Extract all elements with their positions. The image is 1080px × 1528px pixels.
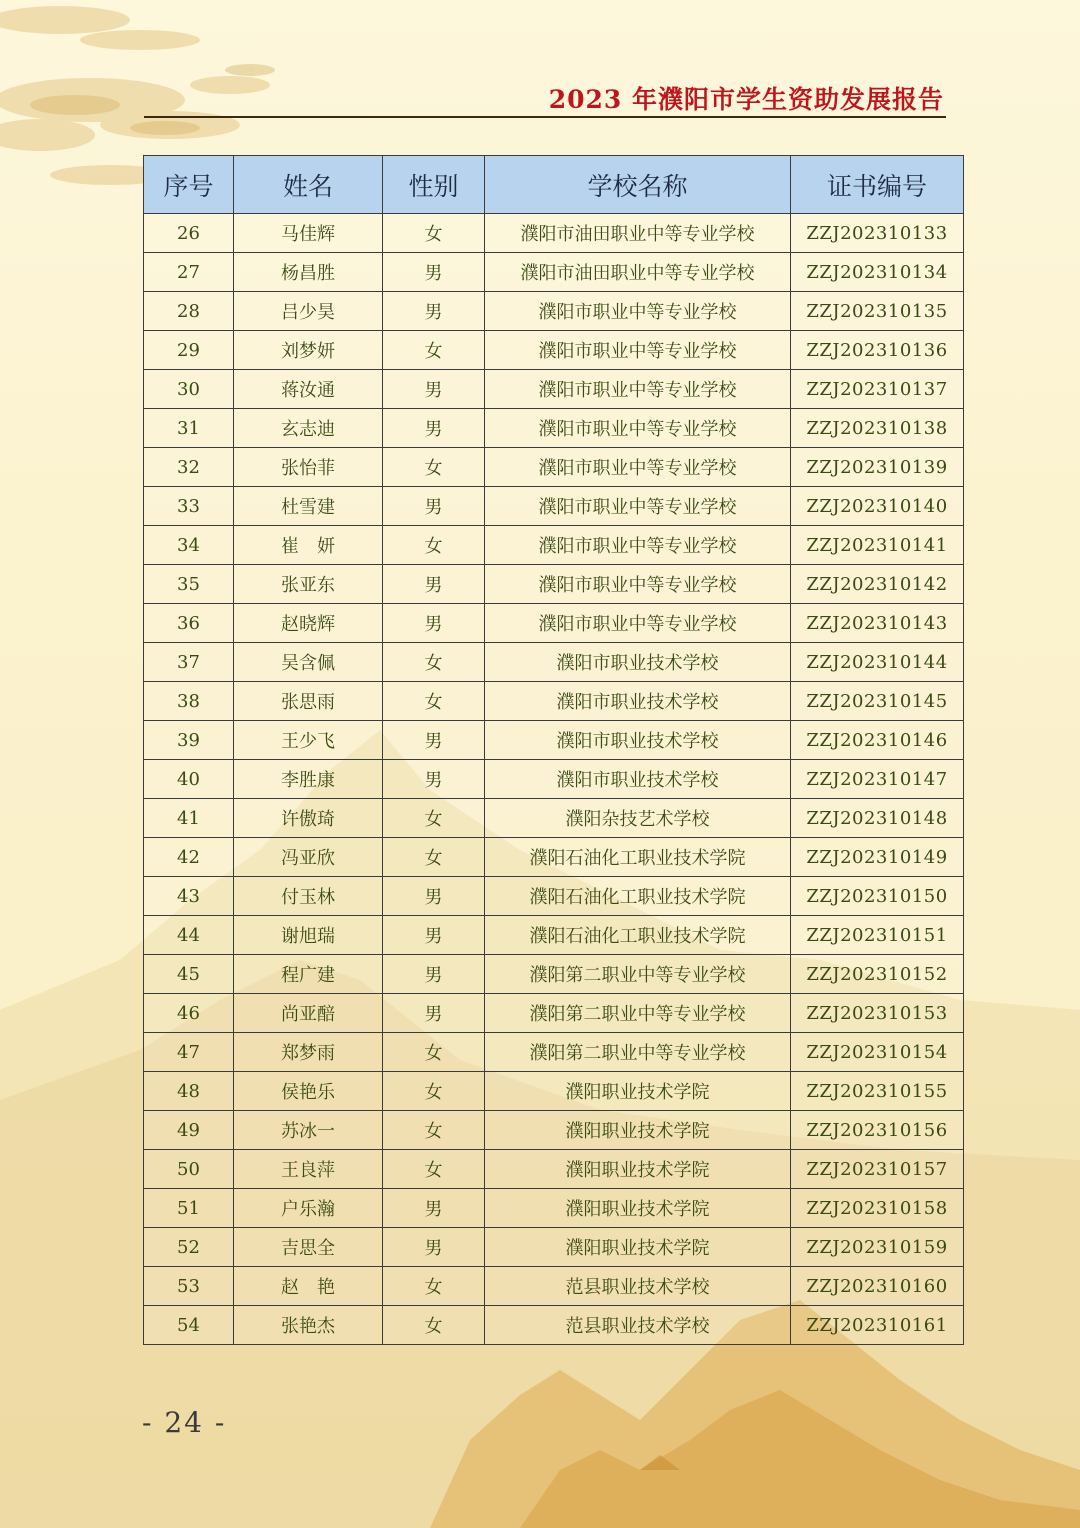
cell-school: 范县职业技术学校 [485,1267,791,1306]
cell-index: 54 [144,1306,234,1345]
cell-index: 47 [144,1033,234,1072]
cell-index: 48 [144,1072,234,1111]
cell-name: 张亚东 [234,565,383,604]
table-row [144,253,964,292]
table-row [144,994,964,1033]
cell-gender: 女 [383,214,485,253]
cell-school: 濮阳第二职业中等专业学校 [485,955,791,994]
cell-name: 赵晓辉 [234,604,383,643]
cell-school: 濮阳职业技术学院 [485,1189,791,1228]
cell-certificate: ZZJ202310155 [791,1072,964,1111]
cell-school: 濮阳第二职业中等专业学校 [485,1033,791,1072]
cell-index: 50 [144,1150,234,1189]
cell-name: 马佳辉 [234,214,383,253]
cell-index: 45 [144,955,234,994]
cell-gender: 男 [383,721,485,760]
cell-index: 38 [144,682,234,721]
cell-gender: 男 [383,604,485,643]
cell-certificate: ZZJ202310134 [791,253,964,292]
cell-name: 苏冰一 [234,1111,383,1150]
cell-school: 濮阳石油化工职业技术学院 [485,877,791,916]
cell-index: 42 [144,838,234,877]
cell-certificate: ZZJ202310133 [791,214,964,253]
cell-index: 39 [144,721,234,760]
cell-name: 郑梦雨 [234,1033,383,1072]
cell-gender: 男 [383,292,485,331]
column-header-school: 学校名称 [485,156,791,214]
table-row [144,760,964,799]
cell-name: 付玉林 [234,877,383,916]
cell-gender: 男 [383,370,485,409]
cell-name: 尚亚醅 [234,994,383,1033]
table-row [144,1033,964,1072]
cell-index: 30 [144,370,234,409]
cell-certificate: ZZJ202310158 [791,1189,964,1228]
table-row [144,448,964,487]
cell-school: 濮阳市职业中等专业学校 [485,526,791,565]
cell-school: 濮阳职业技术学院 [485,1111,791,1150]
cell-name: 谢旭瑞 [234,916,383,955]
cell-name: 蒋汝通 [234,370,383,409]
table-row [144,799,964,838]
table-row [144,1111,964,1150]
cell-gender: 女 [383,331,485,370]
cell-gender: 女 [383,1267,485,1306]
cell-certificate: ZZJ202310154 [791,1033,964,1072]
cell-index: 35 [144,565,234,604]
cell-school: 濮阳市职业中等专业学校 [485,604,791,643]
cell-school: 濮阳职业技术学院 [485,1228,791,1267]
table-row [144,1189,964,1228]
cell-certificate: ZZJ202310135 [791,292,964,331]
cell-gender: 男 [383,409,485,448]
report-title: 2023 年濮阳市学生资助发展报告 [548,85,944,114]
cell-school: 濮阳市油田职业中等专业学校 [485,253,791,292]
cell-school: 濮阳市职业中等专业学校 [485,565,791,604]
cell-gender: 女 [383,526,485,565]
cell-index: 37 [144,643,234,682]
cell-name: 刘梦妍 [234,331,383,370]
cell-certificate: ZZJ202310151 [791,916,964,955]
table-row [144,1228,964,1267]
table-row [144,1150,964,1189]
cell-index: 36 [144,604,234,643]
cell-certificate: ZZJ202310137 [791,370,964,409]
table-row [144,643,964,682]
table-row [144,682,964,721]
cell-name: 程广建 [234,955,383,994]
column-header-gender: 性别 [383,156,485,214]
cell-gender: 男 [383,253,485,292]
cell-certificate: ZZJ202310159 [791,1228,964,1267]
table-row [144,1072,964,1111]
cell-school: 濮阳市职业技术学校 [485,721,791,760]
cell-school: 濮阳市职业中等专业学校 [485,292,791,331]
cell-school: 濮阳市职业中等专业学校 [485,409,791,448]
cell-certificate: ZZJ202310150 [791,877,964,916]
table-row [144,526,964,565]
cell-certificate: ZZJ202310144 [791,643,964,682]
cell-school: 濮阳市职业中等专业学校 [485,448,791,487]
cell-index: 52 [144,1228,234,1267]
cell-certificate: ZZJ202310156 [791,1111,964,1150]
cell-certificate: ZZJ202310136 [791,331,964,370]
cell-gender: 女 [383,838,485,877]
cell-certificate: ZZJ202310145 [791,682,964,721]
cell-certificate: ZZJ202310143 [791,604,964,643]
cell-school: 濮阳市职业中等专业学校 [485,370,791,409]
student-roster-table [143,155,964,1345]
column-header-name: 姓名 [234,156,383,214]
cell-name: 玄志迪 [234,409,383,448]
table-row [144,331,964,370]
table-row [144,487,964,526]
cell-index: 49 [144,1111,234,1150]
cell-index: 29 [144,331,234,370]
cell-certificate: ZZJ202310160 [791,1267,964,1306]
table-row [144,838,964,877]
table-row [144,565,964,604]
cell-gender: 男 [383,877,485,916]
cell-name: 许傲琦 [234,799,383,838]
cell-gender: 女 [383,1111,485,1150]
cell-index: 43 [144,877,234,916]
cell-certificate: ZZJ202310147 [791,760,964,799]
cell-gender: 女 [383,1072,485,1111]
cell-gender: 男 [383,487,485,526]
cell-name: 王良萍 [234,1150,383,1189]
cell-school: 濮阳市职业中等专业学校 [485,331,791,370]
cell-gender: 男 [383,1189,485,1228]
cell-certificate: ZZJ202310142 [791,565,964,604]
table-row [144,916,964,955]
cell-name: 张艳杰 [234,1306,383,1345]
cell-index: 46 [144,994,234,1033]
cell-name: 杜雪建 [234,487,383,526]
column-header-certificate: 证书编号 [791,156,964,214]
cell-school: 濮阳市职业技术学校 [485,643,791,682]
cell-school: 濮阳市油田职业中等专业学校 [485,214,791,253]
cell-name: 张怡菲 [234,448,383,487]
cell-name: 吕少昊 [234,292,383,331]
cell-name: 李胜康 [234,760,383,799]
cell-school: 濮阳第二职业中等专业学校 [485,994,791,1033]
cell-certificate: ZZJ202310141 [791,526,964,565]
cell-gender: 女 [383,1306,485,1345]
cell-index: 41 [144,799,234,838]
cell-certificate: ZZJ202310153 [791,994,964,1033]
cell-certificate: ZZJ202310138 [791,409,964,448]
page-number: - 24 - [142,1406,227,1439]
table-body [144,214,964,1345]
cell-gender: 男 [383,994,485,1033]
cell-certificate: ZZJ202310152 [791,955,964,994]
cell-name: 张思雨 [234,682,383,721]
cell-name: 户乐瀚 [234,1189,383,1228]
cell-index: 26 [144,214,234,253]
cell-index: 51 [144,1189,234,1228]
cell-school: 濮阳职业技术学院 [485,1150,791,1189]
cell-certificate: ZZJ202310140 [791,487,964,526]
cell-school: 濮阳职业技术学院 [485,1072,791,1111]
cell-index: 34 [144,526,234,565]
cell-index: 53 [144,1267,234,1306]
cell-name: 王少飞 [234,721,383,760]
cell-index: 31 [144,409,234,448]
cell-name: 侯艳乐 [234,1072,383,1111]
cell-certificate: ZZJ202310139 [791,448,964,487]
cell-gender: 男 [383,955,485,994]
cell-gender: 男 [383,1228,485,1267]
table-row [144,214,964,253]
cell-gender: 女 [383,1150,485,1189]
cell-name: 赵 艳 [234,1267,383,1306]
cell-index: 44 [144,916,234,955]
cell-index: 33 [144,487,234,526]
table-row [144,1306,964,1345]
cell-school: 濮阳石油化工职业技术学院 [485,916,791,955]
header-divider [144,116,946,118]
cell-gender: 男 [383,760,485,799]
cell-certificate: ZZJ202310157 [791,1150,964,1189]
cell-school: 濮阳石油化工职业技术学院 [485,838,791,877]
table-row [144,409,964,448]
cell-gender: 女 [383,682,485,721]
column-header-index: 序号 [144,156,234,214]
cell-gender: 女 [383,643,485,682]
cell-index: 27 [144,253,234,292]
table-row [144,721,964,760]
cell-name: 吴含佩 [234,643,383,682]
cell-certificate: ZZJ202310149 [791,838,964,877]
cell-name: 吉思全 [234,1228,383,1267]
table-row [144,1267,964,1306]
table-row [144,292,964,331]
cell-school: 濮阳市职业技术学校 [485,682,791,721]
cell-name: 崔 妍 [234,526,383,565]
cell-school: 濮阳市职业技术学校 [485,760,791,799]
table-row [144,370,964,409]
cell-index: 28 [144,292,234,331]
cell-gender: 男 [383,916,485,955]
cell-index: 40 [144,760,234,799]
cell-school: 范县职业技术学校 [485,1306,791,1345]
cell-gender: 女 [383,799,485,838]
table-row [144,955,964,994]
cell-school: 濮阳杂技艺术学校 [485,799,791,838]
cell-certificate: ZZJ202310148 [791,799,964,838]
table-row [144,877,964,916]
cell-name: 杨昌胜 [234,253,383,292]
cell-index: 32 [144,448,234,487]
cell-school: 濮阳市职业中等专业学校 [485,487,791,526]
table-header-row [144,156,964,214]
cell-certificate: ZZJ202310146 [791,721,964,760]
cell-gender: 女 [383,448,485,487]
cell-gender: 男 [383,565,485,604]
table-row [144,604,964,643]
cell-certificate: ZZJ202310161 [791,1306,964,1345]
cell-gender: 女 [383,1033,485,1072]
cell-name: 冯亚欣 [234,838,383,877]
